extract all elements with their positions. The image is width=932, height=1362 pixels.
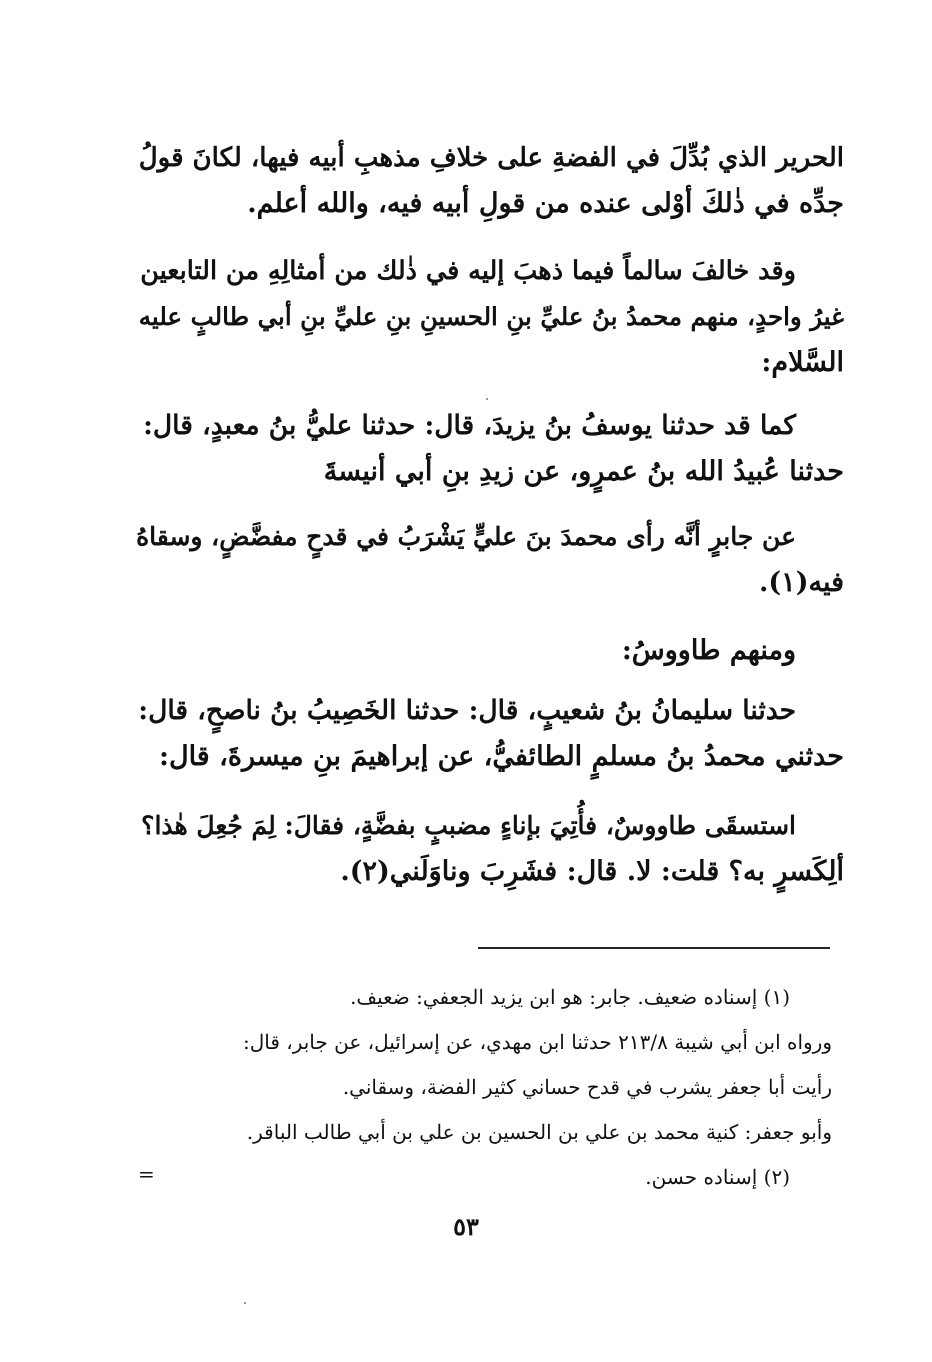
page-number: ٥٣ (453, 1212, 479, 1241)
scan-speck (244, 1302, 246, 1304)
footnote-line: (٢) إسناده حسن. (645, 1165, 790, 1189)
text-line: ومنهم طاووسُ: (621, 635, 796, 666)
text-line: جدِّه في ذٰلكَ أوْلى عنده من قولِ أبيه فيه، والله أعلم. (247, 188, 844, 219)
text-line: فيه(١). (758, 567, 844, 598)
paragraph-3 (132, 403, 844, 495)
text-line: غيرُ واحدٍ، منهم محمدُ بنُ عليِّ بنِ الحسينِ بنِ عليِّ بنِ أبي طالبٍ عليه (138, 302, 844, 331)
footnote-line: ورواه ابن أبي شيبة ٢١٣/٨ حدثنا ابن مهدي، عن إسرائيل، عن جابر، قال: (242, 1030, 832, 1054)
text-line: حدثني محمدُ بنُ مسلمٍ الطائفيُّ، عن إبراهيمَ بنِ ميسرةَ، قال: (159, 741, 844, 772)
paragraph-7 (132, 803, 844, 895)
text-line: استسقَى طاووسٌ، فأُتِيَ بإناءٍ مضببٍ بفضَّةٍ، فقالَ: لِمَ جُعِلَ هٰذا؟ (141, 811, 796, 840)
footnote-line: وأبو جعفر: كنية محمد بن علي بن الحسين بن علي بن أبي طالب الباقر. (246, 1120, 832, 1144)
text-line: السَّلام: (761, 347, 844, 378)
footnote-line: رأيت أبا جعفر يشرب في قدح حساني كثير الفضة، وسقاني. (342, 1075, 832, 1099)
scan-speck (486, 398, 488, 400)
text-line: حدثنا عُبيدُ الله بنُ عمرٍو، عن زيدِ بنِ أبي أنيسةَ (323, 456, 844, 487)
text-line: كما قد حدثنا يوسفُ بنُ يزيدَ، قال: حدثنا عليُّ بنُ معبدٍ، قال: (143, 410, 796, 441)
paragraph-4 (132, 514, 844, 606)
paragraph-2 (132, 248, 844, 386)
footnotes (132, 975, 832, 1200)
footnote-separator (478, 947, 830, 949)
paragraph-1 (132, 135, 844, 227)
text-line: ألِكَسرٍ به؟ قلت: لا. قال: فشَرِبَ وناوَلَني(٢). (340, 856, 844, 887)
continuation-mark: = (138, 1162, 155, 1186)
text-line: عن جابرٍ أنَّه رأى محمدَ بنَ عليٍّ يَشْرَبُ في قدحٍ مفضَّضٍ، وسقاهُ (136, 522, 796, 551)
footnote-line: (١) إسناده ضعيف. جابر: هو ابن يزيد الجعفي: ضعيف. (350, 985, 790, 1009)
paragraph-5 (132, 628, 844, 674)
text-line: وقد خالفَ سالماً فيما ذهبَ إليه في ذٰلك من أمثالِهِ من التابعين (140, 256, 796, 286)
text-line: الحرير الذي بُدِّلَ في الفضةِ على خلافِ مذهبِ أبيه فيها، لكانَ قولُ (138, 143, 844, 173)
paragraph-6 (132, 688, 844, 780)
text-line: حدثنا سليمانُ بنُ شعيبٍ، قال: حدثنا الخَصِيبُ بنُ ناصحٍ، قال: (138, 695, 796, 726)
